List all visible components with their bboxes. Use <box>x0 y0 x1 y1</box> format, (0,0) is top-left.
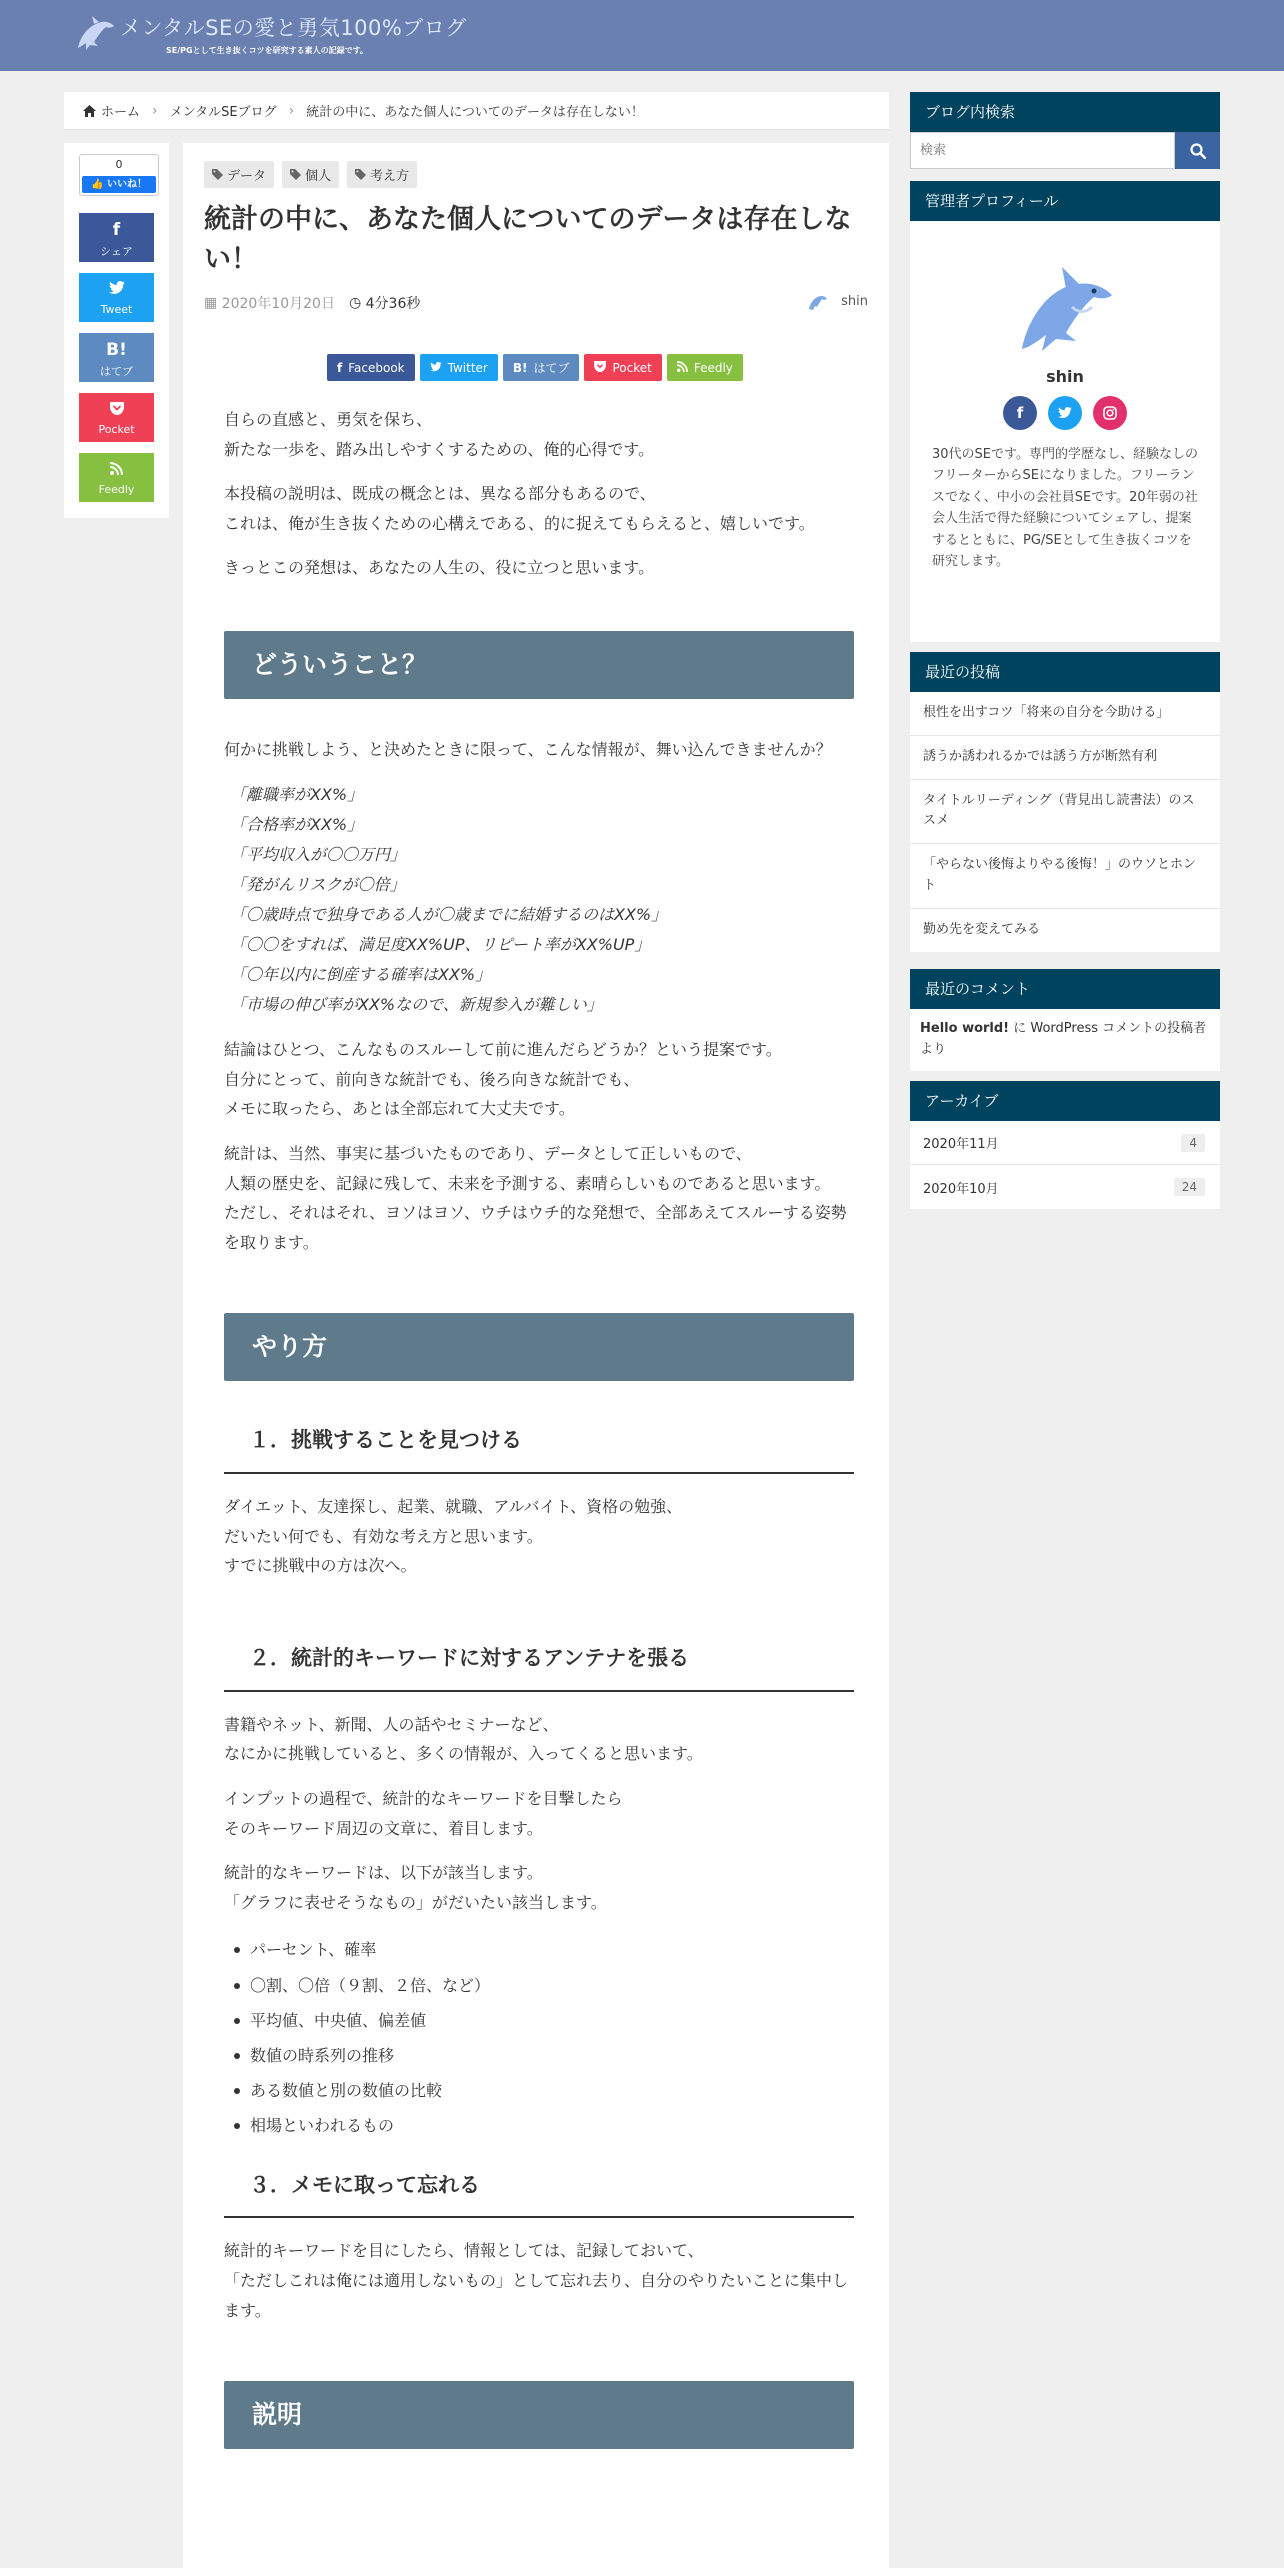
recent-post-link[interactable]: タイトルリーディング（背見出し読書法）のススメ <box>910 780 1220 845</box>
thumbs-up-icon: 👍 <box>91 179 104 190</box>
chevron-right-icon: › <box>288 102 295 119</box>
read-time: 4分36秒 <box>365 296 421 312</box>
share-hatena-label: はてブ <box>100 365 133 378</box>
quote-item: 「離職率がXX%」 <box>230 784 364 804</box>
tag-label: 個人 <box>305 169 332 184</box>
bullet-list <box>230 1932 854 2143</box>
section-heading: 説明 <box>224 2381 854 2449</box>
share-facebook-label: シェア <box>100 245 133 258</box>
sns-feedly-button[interactable] <box>667 354 743 381</box>
tag-icon <box>355 169 366 180</box>
breadcrumb <box>64 92 889 130</box>
paragraph: 本投稿の説明は、既成の概念とは、異なる部分もあるので、 これは、俺が生き抜くための心構えである、的に捉えてもらえると、嬉しいです。 <box>224 484 815 533</box>
paragraph: インプットの過程で、統計的なキーワードを目撃したら そのキーワード周辺の文章に、着目します。 <box>224 1789 623 1838</box>
quote-item: 「〇歳時点で独身である人が〇歳までに結婚するのはXX%」 <box>230 904 668 924</box>
recent-post-link[interactable]: 「やらない後悔よりやる後悔！」のウソとホント <box>910 844 1220 909</box>
quote-item: 「〇年以内に倒産する確率はXX%」 <box>230 965 492 985</box>
archive-item[interactable] <box>910 1165 1220 1209</box>
breadcrumb-category[interactable]: メンタルSEブログ <box>169 105 277 120</box>
paragraph: 何かに挑戦しよう、と決めたときに限って、こんな情報が、舞い込んできませんか？ <box>224 739 832 759</box>
sns-hatena-button[interactable] <box>503 354 580 381</box>
recent-post-link[interactable]: 誘うか誘われるかでは誘う方が断然有利 <box>910 736 1220 780</box>
rss-icon <box>79 460 154 480</box>
share-feedly-button[interactable] <box>79 453 154 502</box>
quote-item: 「市場の伸び率がXX%なので、新規参入が難しい」 <box>230 995 603 1015</box>
calendar-icon: ▦ <box>204 295 218 311</box>
profile-sns <box>910 396 1220 430</box>
paragraph: 統計的なキーワードは、以下が該当します。 「グラフに表せそうなもの」がだいたい該当します。 <box>224 1863 607 1912</box>
hatena-bookmark-icon: B! <box>106 340 127 360</box>
profile-widget <box>910 181 1220 642</box>
list-item: パーセント、確率 <box>230 1932 854 1967</box>
like-label: いいね！ <box>106 179 147 190</box>
profile-avatar <box>910 221 1220 359</box>
profile-name: shin <box>1046 367 1084 386</box>
profile-description: 30代のSEです。専門的学歴なし、経験なしのフリーターからSEになりました。フリーランスでなく、中小の会社員SEです。20年弱の社会人生活で得た経験についてシェアし、提案するとともに、PG/SEとして生き抜くコツを研究します。 <box>932 447 1198 570</box>
subsection-heading: ２．統計的キーワードに対するアンテナを張る <box>224 1639 854 1692</box>
clock-icon: ◷ <box>348 295 362 311</box>
search-input[interactable] <box>910 132 1175 169</box>
list-item: 平均値、中央値、偏差値 <box>230 2003 854 2038</box>
search-widget <box>910 92 1220 169</box>
paragraph: ダイエット、友達探し、起業、就職、アルバイト、資格の勉強、 だいたい何でも、有効な考え方と思います。 すでに挑戦中の方は次へ。 <box>224 1497 683 1576</box>
recent-posts-widget <box>910 652 1220 952</box>
archive-count: 24 <box>1174 1178 1205 1196</box>
sns-share-row <box>327 354 743 381</box>
breadcrumb-home[interactable] <box>83 101 140 120</box>
home-icon <box>83 105 96 117</box>
search-box <box>910 132 1220 169</box>
author[interactable] <box>807 291 868 311</box>
subsection-heading: ３．メモに取って忘れる <box>224 2166 854 2219</box>
subsection-heading: １．挑戦することを見つける <box>224 1421 854 1474</box>
paragraph: きっとこの発想は、あなたの人生の、役に立つと思います。 <box>224 558 655 578</box>
widget-title: 最近のコメント <box>910 969 1220 1009</box>
comment-text: に WordPress コメントの投稿者 より <box>920 1021 1207 1057</box>
sns-pocket-button[interactable] <box>584 354 661 381</box>
sns-hatena-label: はてブ <box>533 361 570 375</box>
share-column <box>64 143 169 518</box>
share-pocket-button[interactable] <box>79 393 154 442</box>
profile-twitter-button[interactable] <box>1048 396 1082 430</box>
section-heading: どういうこと？ <box>224 631 854 699</box>
post-meta <box>204 293 420 313</box>
site-header <box>0 0 1284 71</box>
facebook-icon: f <box>1016 404 1024 422</box>
share-twitter-button[interactable] <box>79 273 154 322</box>
hatena-bookmark-icon: B! <box>512 360 528 375</box>
twitter-icon <box>1058 407 1072 419</box>
dolphin-avatar-icon <box>1012 255 1118 355</box>
post-date: 2020年10月20日 <box>221 296 335 312</box>
chevron-right-icon: › <box>152 102 158 119</box>
quote-item: 「〇〇をすれば、満足度XX%UP、リピート率がXX%UP」 <box>230 934 651 954</box>
like-button[interactable] <box>82 176 156 193</box>
recent-post-link[interactable]: 根性を出すコツ「将来の自分を今助ける」 <box>910 692 1220 736</box>
sns-pocket-label: Pocket <box>612 360 652 375</box>
author-name: shin <box>841 293 868 309</box>
archive-widget <box>910 1081 1220 1209</box>
facebook-icon: f <box>112 220 121 240</box>
tag-item[interactable] <box>204 161 274 188</box>
sns-twitter-button[interactable] <box>420 354 498 381</box>
tag-label: データ <box>227 169 267 184</box>
breadcrumb-current: 統計の中に、あなた個人についてのデータは存在しない！ <box>306 105 644 120</box>
pocket-icon <box>79 400 154 420</box>
sns-feedly-label: Feedly <box>693 360 733 375</box>
dolphin-logo-icon <box>72 12 116 54</box>
tag-item[interactable] <box>347 161 417 188</box>
recent-comments-widget <box>910 969 1220 1071</box>
archive-count: 4 <box>1181 1134 1205 1152</box>
paragraph: 統計的キーワードを目にしたら、情報としては、記録しておいて、 「ただしこれは俺には適用しないもの」として忘れ去り、自分のやりたいことに集中します。 <box>224 2241 849 2320</box>
sns-facebook-label: Facebook <box>348 360 405 375</box>
share-facebook-button[interactable] <box>79 213 154 262</box>
tag-icon <box>212 169 223 180</box>
share-feedly-label: Feedly <box>98 483 135 496</box>
quote-item: 「平均収入が〇〇万円」 <box>230 844 407 864</box>
quote-item: 「発がんリスクが〇倍」 <box>230 874 406 894</box>
rss-icon <box>677 361 688 375</box>
tag-icon <box>290 169 301 180</box>
share-hatena-button[interactable] <box>79 333 154 382</box>
quote-item: 「合格率がXX%」 <box>230 814 364 834</box>
list-item: 相場といわれるもの <box>230 2108 854 2143</box>
like-count: 0 <box>115 158 123 171</box>
paragraph: 結論はひとつ、こんなものスルーして前に進んだらどうか？という提案です。 自分にとって、前向きな統計でも、後ろ向きな統計でも、 メモに取ったら、あとは全部忘れて大丈夫です。 <box>224 1040 782 1119</box>
profile-instagram-button[interactable] <box>1093 396 1127 430</box>
post-title: 統計の中に、あなた個人についてのデータは存在しない！ <box>204 204 852 275</box>
section-heading: やり方 <box>224 1313 854 1381</box>
archive-month: 2020年11月 <box>923 1137 999 1152</box>
site-title: メンタルSEの愛と勇気100%ブログ <box>120 16 467 40</box>
archive-month: 2020年10月 <box>923 1181 999 1197</box>
post-content <box>224 405 854 2485</box>
breadcrumb-home-label: ホーム <box>101 105 141 120</box>
twitter-icon <box>430 361 442 375</box>
share-twitter-label: Tweet <box>100 303 133 316</box>
tag-label: 考え方 <box>370 169 410 184</box>
comment-item <box>910 1009 1220 1071</box>
sns-twitter-label: Twitter <box>447 360 488 375</box>
tag-list <box>204 161 417 188</box>
archive-item[interactable] <box>910 1121 1220 1165</box>
widget-title: 管理者プロフィール <box>910 181 1220 221</box>
search-icon <box>1190 143 1206 159</box>
widget-title: アーカイブ <box>910 1081 1220 1121</box>
paragraph: 書籍やネット、新聞、人の話やセミナーなど、 なにかに挑戦していると、多くの情報が、入ってくると思います。 <box>224 1714 703 1764</box>
sns-facebook-button[interactable] <box>327 354 415 381</box>
site-logo[interactable] <box>72 12 467 56</box>
profile-facebook-button[interactable] <box>1003 396 1037 430</box>
list-item: 数値の時系列の推移 <box>230 2038 854 2073</box>
recent-post-link[interactable]: 勤め先を変えてみる <box>923 921 1041 937</box>
widget-title: 最近の投稿 <box>910 652 1220 692</box>
site-subtitle: SE/PGとして生き抜くコツを研究する素人の記録です。 <box>166 46 368 55</box>
search-button[interactable] <box>1175 132 1220 169</box>
author-avatar-icon <box>807 291 827 311</box>
comment-post-link[interactable]: Hello world! <box>920 1021 1010 1036</box>
tag-item[interactable] <box>282 161 339 188</box>
quote-list <box>224 780 854 1021</box>
pocket-icon <box>594 361 606 375</box>
paragraph: 自らの直感と、勇気を保ち、 新たな一歩を、踏み出しやすくするための、俺的心得です。 <box>224 410 655 459</box>
paragraph: 統計は、当然、事実に基づいたものであり、データとして正しいもので、 人類の歴史を、記録に残して、未来を予測する、素晴らしいものであると思います。 ただし、それはそれ、ヨソはヨソ、ウチはウチ的な発想で、全部あえてスルーする姿勢を取ります。 <box>224 1143 847 1252</box>
list-item: ある数値と別の数値の比較 <box>230 2073 854 2108</box>
widget-title: ブログ内検索 <box>910 92 1220 132</box>
share-pocket-label: Pocket <box>98 423 135 436</box>
article <box>183 143 889 2568</box>
facebook-like-box[interactable] <box>79 154 159 196</box>
twitter-icon <box>79 280 154 300</box>
facebook-icon: f <box>337 360 343 375</box>
instagram-icon <box>1103 406 1117 420</box>
list-item: 〇割、〇倍（９割、２倍、など） <box>230 1968 854 2003</box>
